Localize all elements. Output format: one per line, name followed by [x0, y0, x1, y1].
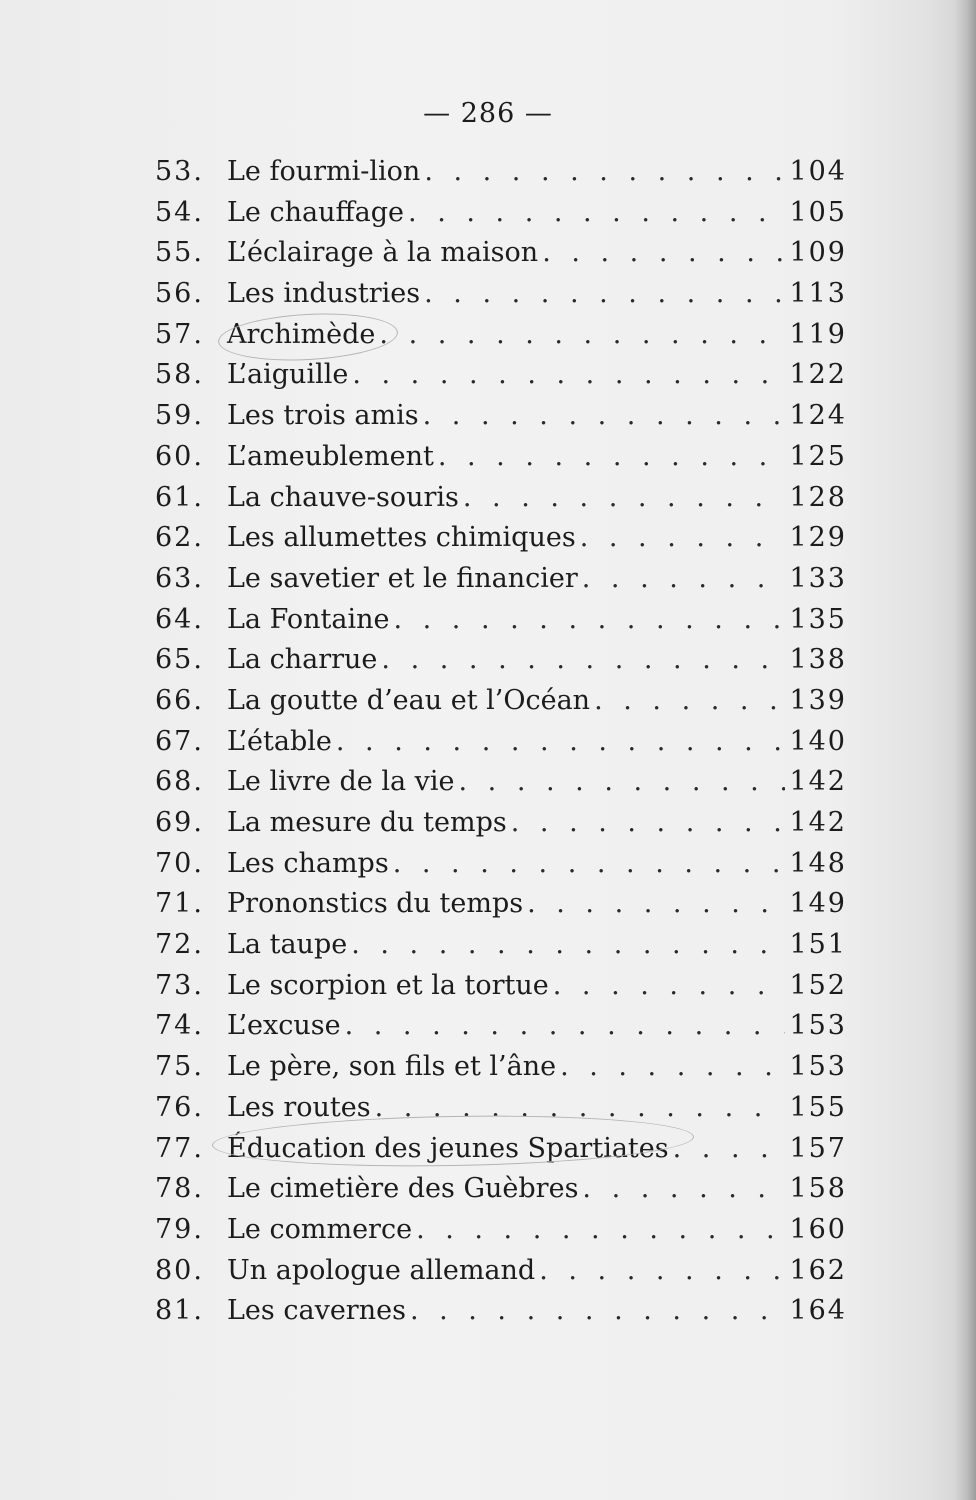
toc-entry — [155, 1047, 847, 1088]
entry-number: 55. — [155, 237, 204, 269]
dot-leader — [424, 152, 785, 192]
entry-number: 65. — [155, 644, 204, 676]
entry-title: Les champs — [227, 847, 389, 879]
toc-entry — [155, 600, 847, 641]
entry-number: 68. — [155, 766, 204, 798]
entry-number: 81. — [155, 1295, 204, 1327]
entry-number: 57. — [155, 318, 204, 350]
toc-entry — [155, 884, 847, 925]
entry-number: 71. — [155, 888, 204, 920]
dot-leader — [381, 640, 785, 680]
entry-title: La taupe — [227, 929, 348, 961]
toc-entry — [155, 478, 847, 519]
entry-number: 53. — [155, 156, 204, 187]
dot-leader — [393, 600, 785, 640]
entry-title: Les trois amis — [227, 400, 419, 432]
entry-page-number: 152 — [789, 969, 847, 1001]
entry-number: 69. — [155, 807, 204, 838]
entry-page-number: 135 — [789, 603, 847, 635]
toc-entry — [155, 437, 847, 478]
entry-title: La chauve-souris — [227, 481, 459, 513]
dot-leader — [673, 1129, 786, 1169]
entry-title: L’ameublement — [227, 440, 434, 472]
entry-title: L’excuse — [227, 1010, 341, 1042]
toc-entry — [155, 844, 847, 885]
dot-leader — [438, 437, 786, 477]
dot-leader — [527, 884, 785, 924]
toc-entry — [155, 396, 847, 437]
entry-title: La goutte d’eau et l’Océan — [227, 684, 591, 716]
entry-page-number: 128 — [789, 481, 847, 513]
entry-number: 58. — [155, 359, 204, 391]
entry-title: Le commerce — [227, 1213, 413, 1245]
entry-number: 66. — [155, 684, 204, 716]
entry-title: Le scorpion et la tortue — [227, 969, 549, 1001]
entry-page-number: 140 — [789, 725, 847, 757]
entry-number: 78. — [155, 1173, 204, 1205]
toc-entry — [155, 681, 847, 722]
entry-page-number: 160 — [789, 1213, 847, 1245]
toc-entry — [155, 803, 847, 844]
toc-entry — [155, 1291, 847, 1332]
entry-page-number: 124 — [789, 400, 847, 432]
dot-leader — [336, 722, 786, 762]
dot-leader — [424, 274, 785, 314]
toc-entry — [155, 518, 847, 559]
toc-entry — [155, 193, 847, 234]
dot-leader — [352, 355, 785, 395]
entry-page-number: 148 — [789, 847, 847, 879]
toc-entry — [155, 1006, 847, 1047]
dot-leader — [375, 1088, 786, 1128]
dot-leader — [423, 396, 786, 436]
entry-page-number: 153 — [789, 1010, 847, 1042]
entry-number: 75. — [155, 1051, 204, 1083]
entry-page-number: 142 — [789, 807, 847, 838]
entry-title: Le père, son fils et l’âne — [227, 1051, 557, 1083]
toc-entry — [155, 1088, 847, 1129]
entry-page-number: 164 — [789, 1295, 847, 1327]
entry-title: Le chauffage — [227, 196, 405, 228]
entry-page-number: 142 — [789, 766, 847, 798]
dot-leader — [553, 966, 786, 1006]
toc-entry — [155, 722, 847, 763]
dot-leader — [582, 1169, 785, 1209]
entry-number: 63. — [155, 562, 204, 594]
toc-entry — [155, 559, 847, 600]
dot-leader — [539, 1251, 785, 1291]
entry-number: 72. — [155, 929, 204, 961]
entry-page-number: 151 — [789, 929, 847, 961]
dot-leader — [560, 1047, 785, 1087]
entry-number: 62. — [155, 522, 204, 554]
entry-title: Le cimetière des Guèbres — [227, 1173, 579, 1205]
page-number: — 286 — — [423, 98, 553, 129]
entry-page-number: 109 — [789, 237, 847, 269]
entry-title: Les industries — [227, 278, 421, 310]
entry-page-number: 119 — [789, 318, 847, 350]
toc-entry — [155, 152, 847, 193]
toc-entry — [155, 762, 847, 803]
dot-leader — [351, 925, 785, 965]
toc-entry — [155, 233, 847, 274]
entry-number: 73. — [155, 969, 204, 1001]
entry-title: La mesure du temps — [227, 807, 507, 838]
toc-entry — [155, 640, 847, 681]
dot-leader — [345, 1006, 786, 1046]
dot-leader — [594, 681, 785, 721]
entry-title: L’aiguille — [227, 359, 349, 391]
entry-number: 77. — [155, 1132, 204, 1164]
entry-title: Les allumettes chimiques — [227, 522, 576, 554]
dot-leader — [582, 559, 786, 599]
toc-entry — [155, 1251, 847, 1292]
entry-title: Le fourmi-lion — [227, 156, 421, 187]
entry-number: 76. — [155, 1091, 204, 1123]
entry-number: 64. — [155, 603, 204, 635]
dot-leader — [393, 844, 786, 884]
entry-page-number: 122 — [789, 359, 847, 391]
entry-number: 79. — [155, 1213, 204, 1245]
toc-entry — [155, 1129, 847, 1170]
dot-leader — [410, 1291, 786, 1331]
toc-entry — [155, 274, 847, 315]
entry-number: 70. — [155, 847, 204, 879]
entry-page-number: 158 — [789, 1173, 847, 1205]
entry-title: Le savetier et le financier — [227, 562, 578, 594]
entry-title: Éducation des jeunes Spartiates — [227, 1132, 669, 1164]
entry-page-number: 139 — [789, 684, 847, 716]
toc-entry — [155, 925, 847, 966]
entry-title: Le livre de la vie — [227, 766, 455, 798]
entry-page-number: 149 — [789, 888, 847, 920]
toc-entry — [155, 315, 847, 356]
entry-number: 80. — [155, 1254, 204, 1286]
dot-leader — [416, 1210, 785, 1250]
toc-entry — [155, 355, 847, 396]
entry-number: 61. — [155, 481, 204, 513]
dot-leader — [542, 233, 785, 273]
entry-number: 54. — [155, 196, 204, 228]
dot-leader — [459, 762, 786, 802]
entry-page-number: 125 — [789, 440, 847, 472]
entry-title: L’éclairage à la maison — [227, 237, 539, 269]
entry-title: Archimède — [227, 318, 376, 350]
entry-number: 56. — [155, 278, 204, 310]
entry-title: Les routes — [227, 1091, 371, 1123]
dot-leader — [463, 478, 786, 518]
entry-page-number: 104 — [789, 156, 847, 187]
entry-title: Un apologue allemand — [227, 1254, 536, 1286]
dot-leader — [580, 518, 786, 558]
toc-entry — [155, 1210, 847, 1251]
entry-number: 60. — [155, 440, 204, 472]
dot-leader — [511, 803, 786, 843]
entry-page-number: 162 — [789, 1254, 847, 1286]
table-of-contents — [155, 152, 847, 1332]
page-edge-shadow — [954, 0, 976, 1500]
entry-page-number: 153 — [789, 1051, 847, 1083]
entry-page-number: 129 — [789, 522, 847, 554]
entry-title: Les cavernes — [227, 1295, 406, 1327]
dot-leader — [408, 193, 785, 233]
entry-title: L’étable — [227, 725, 332, 757]
entry-page-number: 157 — [789, 1132, 847, 1164]
entry-page-number: 105 — [789, 196, 847, 228]
entry-page-number: 133 — [789, 562, 847, 594]
entry-number: 59. — [155, 400, 204, 432]
entry-title: La charrue — [227, 644, 378, 676]
entry-page-number: 138 — [789, 644, 847, 676]
entry-title: Prononstics du temps — [227, 888, 524, 920]
dot-leader — [379, 315, 785, 355]
entry-number: 67. — [155, 725, 204, 757]
entry-page-number: 113 — [789, 278, 847, 310]
toc-entry — [155, 966, 847, 1007]
toc-entry — [155, 1169, 847, 1210]
entry-number: 74. — [155, 1010, 204, 1042]
entry-title: La Fontaine — [227, 603, 390, 635]
entry-page-number: 155 — [789, 1091, 847, 1123]
